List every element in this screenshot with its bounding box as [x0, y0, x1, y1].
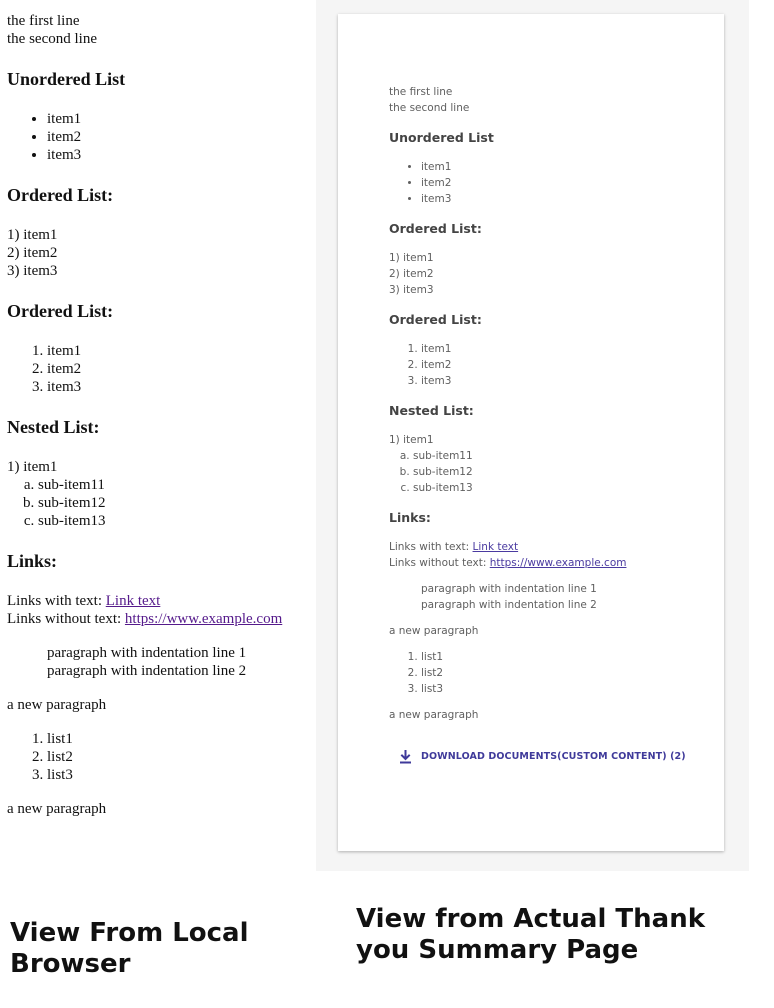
unordered-list [7, 110, 307, 164]
links-block [7, 592, 307, 628]
list-item: 1. item1 [421, 341, 709, 357]
list-item: 3. item3 [421, 373, 709, 389]
list-item: 1. item1 [47, 342, 307, 360]
unordered-list-heading: Unordered List [389, 130, 494, 145]
link-with-text-row [7, 592, 307, 610]
list-item: 2. list2 [47, 748, 307, 766]
second-line: the second line [7, 31, 97, 47]
link-without-text-row [389, 555, 709, 571]
new-paragraph: a new paragraph [389, 625, 479, 637]
nested-sub-list [7, 476, 307, 530]
nested-list [7, 458, 307, 530]
nested-parent-item: 1) item1 [389, 434, 434, 446]
link-without-text-row [7, 610, 307, 628]
list-item: a. sub-item11 [38, 476, 307, 494]
link-with-text-label: Links with text: [389, 541, 473, 553]
url-link[interactable]: https://www.example.com [489, 557, 627, 569]
unordered-list [389, 159, 709, 207]
download-documents-label: DOWNLOAD DOCUMENTS(CUSTOM CONTENT) (2) [421, 751, 686, 762]
local-browser-caption: View From Local Browser [10, 918, 249, 979]
list-item: 2) item2 [7, 245, 58, 261]
ordered-list [389, 341, 709, 389]
list-item: 2. item2 [47, 360, 307, 378]
list-item: • item3 [421, 191, 709, 207]
list-item: a. sub-item11 [413, 448, 709, 464]
links-heading: Links: [7, 551, 58, 571]
url-link[interactable]: https://www.example.com [124, 611, 283, 627]
list-item: • item2 [421, 175, 709, 191]
links-heading: Links: [389, 510, 431, 525]
list-item: 2) item2 [389, 268, 434, 280]
indent-line-1: paragraph with indentation line 1 [421, 583, 597, 595]
links-block [389, 539, 709, 571]
link-without-text-label: Links without text: [7, 611, 125, 627]
list-item: 2. list2 [421, 665, 709, 681]
link-with-text-label: Links with text: [7, 593, 106, 609]
summary-page-caption: View from Actual Thank you Summary Page [356, 904, 705, 965]
plain-ordered-list [389, 250, 709, 298]
list-item: 3. item3 [47, 378, 307, 396]
nested-list-heading: Nested List: [389, 403, 474, 418]
list-item: • item2 [47, 128, 307, 146]
new-paragraph: a new paragraph [7, 697, 107, 713]
local-browser-view [7, 12, 307, 834]
link-text-link[interactable]: Link text [472, 541, 519, 553]
nested-list [389, 432, 709, 496]
list-item: 2. item2 [421, 357, 709, 373]
link-with-text-row [389, 539, 709, 555]
first-line: the first line [389, 86, 453, 98]
list-item: • item1 [47, 110, 307, 128]
plain-ordered-list [7, 226, 307, 280]
list-item: • item3 [47, 146, 307, 164]
nested-sub-list [389, 448, 709, 496]
link-text-link[interactable]: Link text [105, 593, 161, 609]
list-item: 1. list1 [47, 730, 307, 748]
indented-paragraph [421, 581, 709, 613]
download-icon [399, 750, 412, 764]
list-item: c. sub-item13 [38, 512, 307, 530]
download-documents-button[interactable] [399, 749, 709, 765]
ordered-list-2 [389, 649, 709, 697]
indent-line-1: paragraph with indentation line 1 [47, 645, 247, 661]
second-line: the second line [389, 102, 470, 114]
list-item: c. sub-item13 [413, 480, 709, 496]
list-item: b. sub-item12 [413, 464, 709, 480]
ordered-list-heading: Ordered List: [389, 221, 482, 236]
summary-content [389, 84, 709, 765]
list-item: 1) item1 [389, 252, 434, 264]
ordered-list-heading: Ordered List: [7, 185, 114, 205]
list-item: 3. list3 [47, 766, 307, 784]
new-paragraph-2: a new paragraph [7, 801, 107, 817]
indent-line-2: paragraph with indentation line 2 [421, 599, 597, 611]
new-paragraph-2: a new paragraph [389, 709, 479, 721]
ordered-list-2 [7, 730, 307, 784]
list-item: 3. list3 [421, 681, 709, 697]
ordered-list [7, 342, 307, 396]
ordered-list-heading-2: Ordered List: [7, 301, 114, 321]
nested-parent-item: 1) item1 [7, 459, 58, 475]
unordered-list-heading: Unordered List [7, 69, 126, 89]
first-line: the first line [7, 13, 80, 29]
list-item: 3) item3 [7, 263, 58, 279]
list-item: 3) item3 [389, 284, 434, 296]
list-item: • item1 [421, 159, 709, 175]
link-without-text-label: Links without text: [389, 557, 490, 569]
nested-list-heading: Nested List: [7, 417, 100, 437]
list-item: b. sub-item12 [38, 494, 307, 512]
ordered-list-heading-2: Ordered List: [389, 312, 482, 327]
indent-line-2: paragraph with indentation line 2 [47, 663, 247, 679]
indented-paragraph [47, 644, 307, 680]
list-item: 1. list1 [421, 649, 709, 665]
list-item: 1) item1 [7, 227, 58, 243]
